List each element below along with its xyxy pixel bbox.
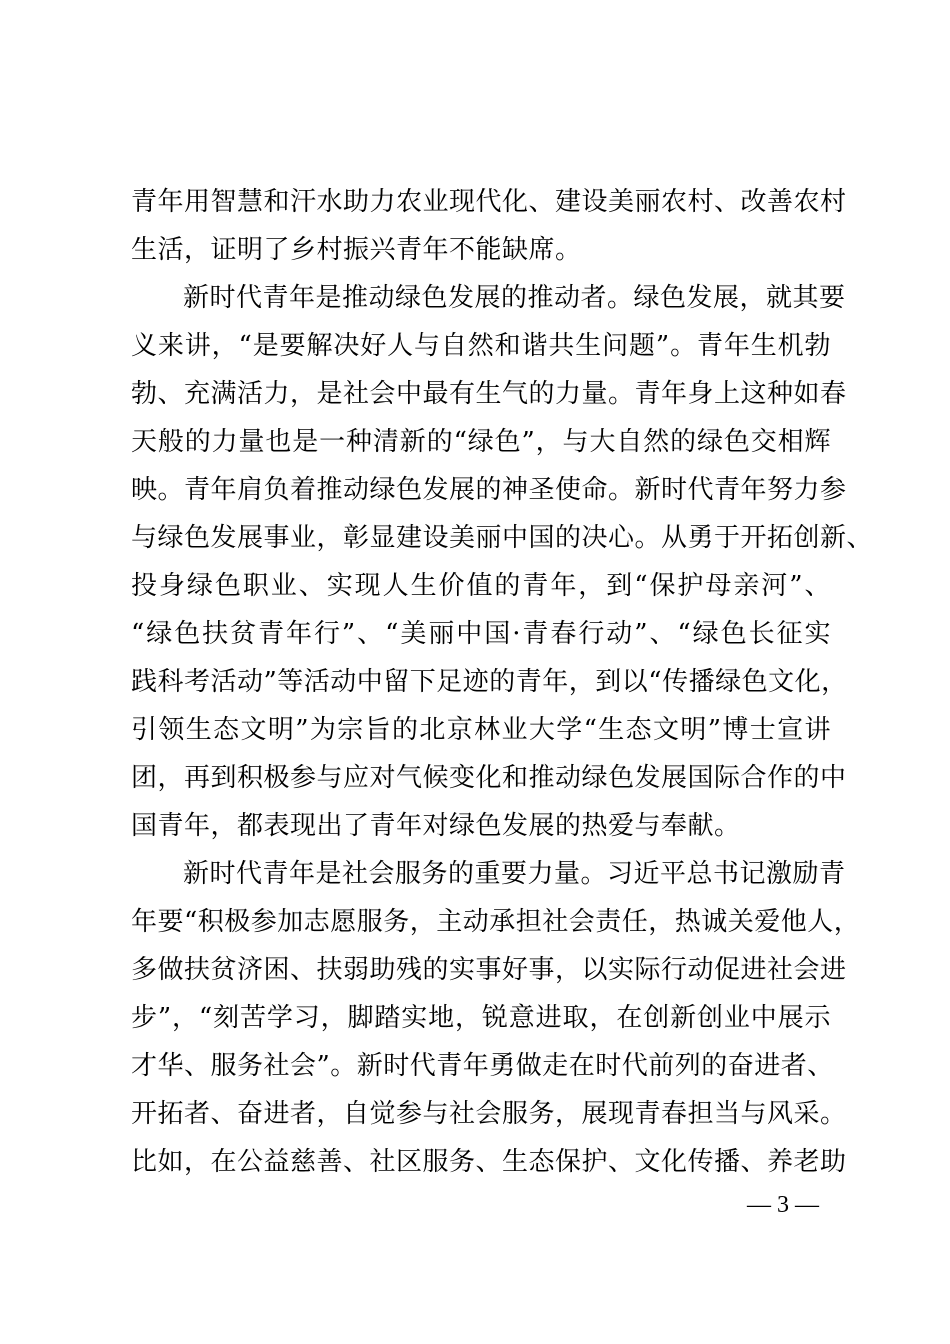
text-line: 步”，“刻苦学习，脚踏实地，锐意进取，在创新创业中展示 — [131, 1003, 831, 1033]
text-line: 践科考活动”等活动中留下足迹的青年，到以“传播绿色文化， — [131, 667, 848, 697]
text-line: 才华、服务社会”。新时代青年勇做走在时代前列的奋进者、 — [131, 1051, 834, 1081]
body-text — [131, 178, 874, 1186]
text-line: 国青年，都表现出了青年对绿色发展的热爱与奉献。 — [131, 811, 741, 841]
text-line: 生活，证明了乡村振兴青年不能缺席。 — [131, 235, 582, 265]
text-line: 映。青年肩负着推动绿色发展的神圣使命。新时代青年努力参 — [131, 475, 847, 505]
text-line: 开拓者、奋进者，自觉参与社会服务，展现青春担当与风采。 — [131, 1099, 847, 1129]
text-line: 投身绿色职业、实现人生价值的青年，到“保护母亲河”、 — [131, 571, 831, 601]
text-line: 青年用智慧和汗水助力农业现代化、建设美丽农村、改善农村 — [131, 187, 847, 217]
text-line: 义来讲，“是要解决好人与自然和谐共生问题”。青年生机勃 — [131, 331, 831, 361]
paragraph-first-line: 新时代青年是推动绿色发展的推动者。绿色发展，就其要 — [183, 283, 846, 313]
text-line: 年要“积极参加志愿服务，主动承担社会责任，热诚关爱他人， — [131, 907, 861, 937]
text-line: 比如，在公益慈善、社区服务、生态保护、文化传播、养老助 — [131, 1147, 847, 1177]
text-line: 天般的力量也是一种清新的“绿色”，与大自然的绿色交相辉 — [131, 427, 831, 457]
text-line: 引领生态文明”为宗旨的北京林业大学“生态文明”博士宣讲 — [131, 715, 831, 745]
paragraph-first-line: 新时代青年是社会服务的重要力量。习近平总书记激励青 — [183, 859, 846, 889]
text-line: 多做扶贫济困、扶弱助残的实事好事，以实际行动促进社会进 — [131, 955, 847, 985]
text-line: 团，再到积极参与应对气候变化和推动绿色发展国际合作的中 — [131, 763, 847, 793]
text-line: “绿色扶贫青年行”、“美丽中国·青春行动”、“绿色长征实 — [131, 619, 831, 649]
text-line: 与绿色发展事业，彰显建设美丽中国的决心。从勇于开拓创新、 — [131, 523, 874, 553]
page-number: — 3 — — [747, 1192, 819, 1218]
text-line: 勃、充满活力，是社会中最有生气的力量。青年身上这种如春 — [131, 379, 847, 409]
